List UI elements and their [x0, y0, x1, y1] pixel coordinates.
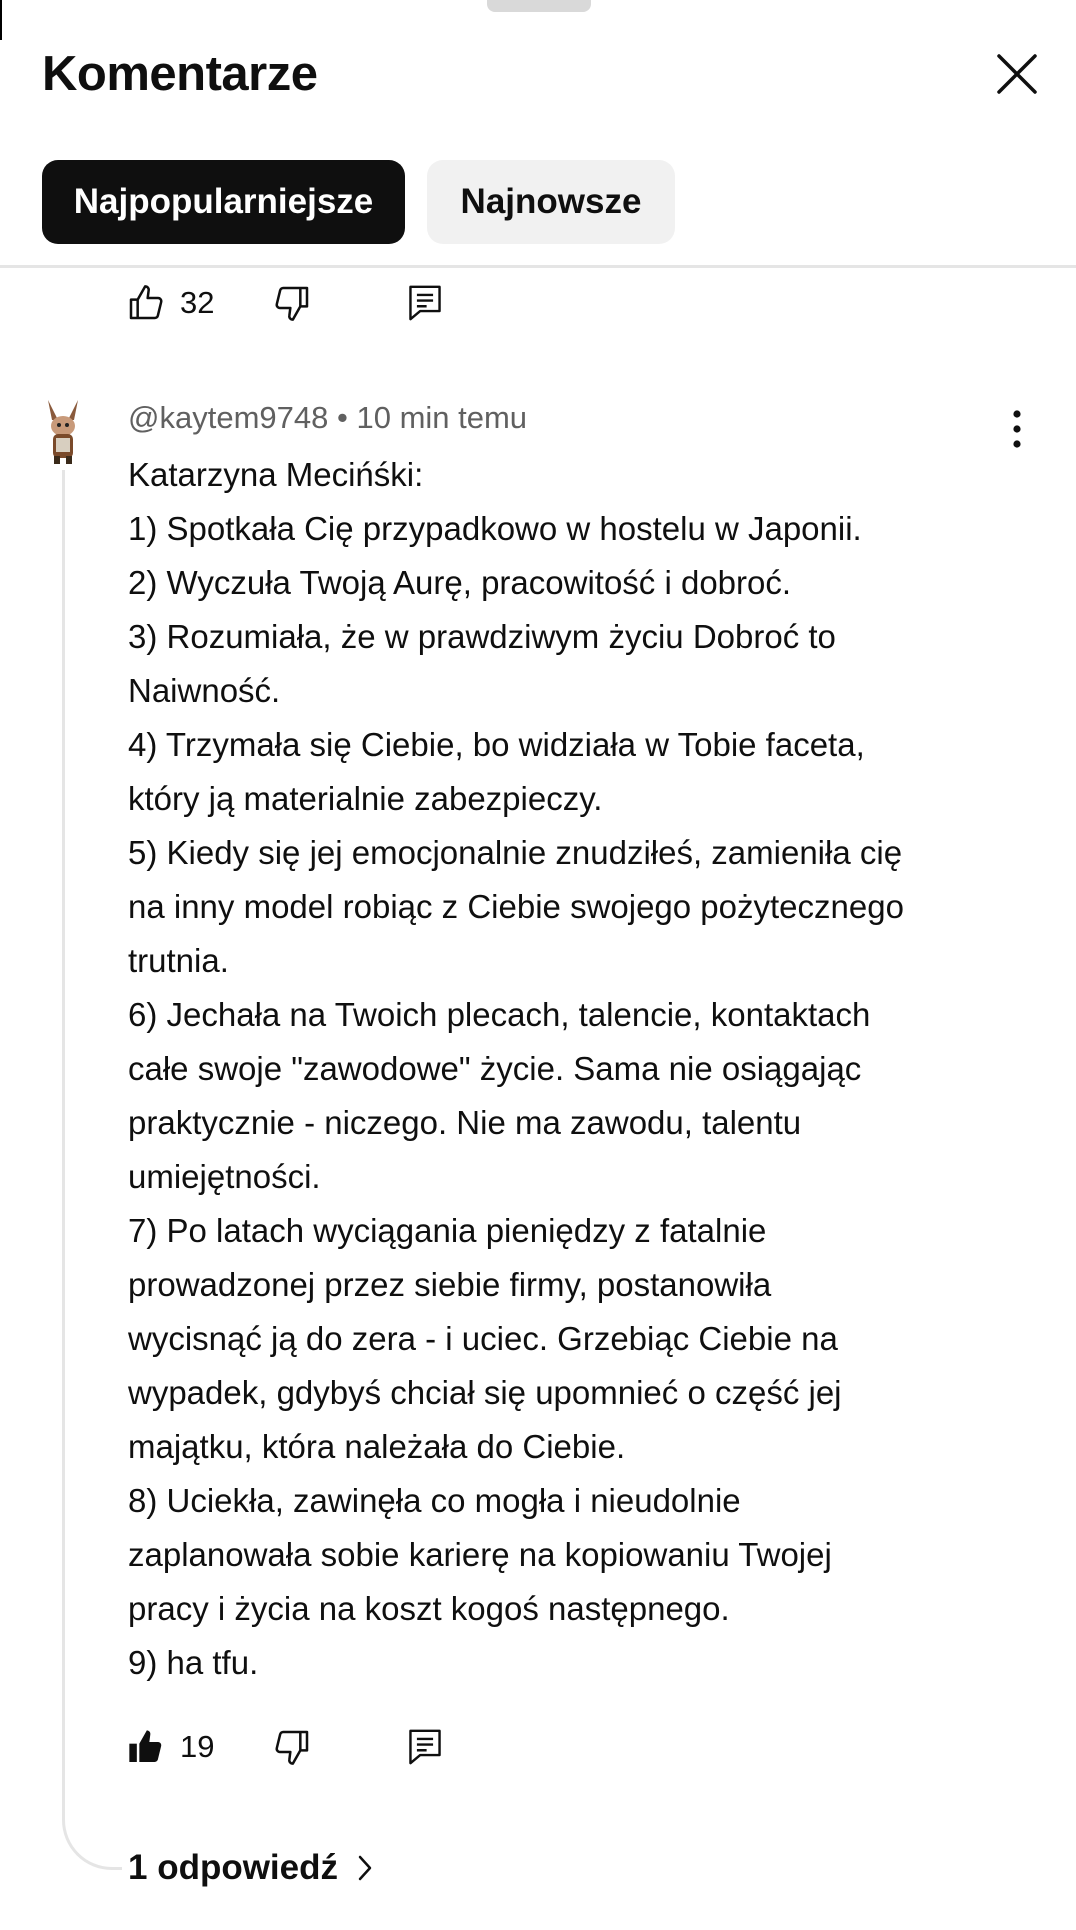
- chevron-right-icon: [350, 1851, 380, 1885]
- dislike-button[interactable]: [272, 278, 312, 328]
- comment-line: wycisnąć ją do zera - i uciec. Grzebiąc Ciebie na: [128, 1320, 838, 1357]
- comment-line: 1) Spotkała Cię przypadkowo w hostelu w Japonii.: [128, 510, 862, 547]
- comment-line: 9) ha tfu.: [128, 1644, 259, 1681]
- comment-line: 5) Kiedy się jej emocjonalnie znudziłeś, zamieniła cię: [128, 834, 903, 871]
- sheet-drag-handle[interactable]: [487, 0, 591, 12]
- view-replies-button[interactable]: [128, 1848, 380, 1888]
- comment-line: majątku, która należała do Ciebie.: [128, 1428, 626, 1465]
- dislike-button[interactable]: [272, 1722, 312, 1772]
- thread-line: [62, 470, 122, 1870]
- comment-line: trutnia.: [128, 942, 229, 979]
- comment-line: 6) Jechała na Twoich plecach, talencie, kontaktach: [128, 996, 871, 1033]
- comment-author[interactable]: @kaytem9748: [128, 400, 329, 435]
- comment-text: [128, 448, 1008, 1690]
- replies-label: 1 odpowiedź: [128, 1848, 338, 1887]
- reply-button[interactable]: [405, 1722, 445, 1772]
- thumbs-up-icon: [126, 283, 166, 323]
- comment-line: 3) Rozumiała, że w prawdziwym życiu Dobroć to: [128, 618, 836, 655]
- thumbs-down-icon: [272, 283, 312, 323]
- reply-button[interactable]: [405, 278, 445, 328]
- comment-line: zaplanowała sobie karierę na kopiowaniu Twojej: [128, 1536, 832, 1573]
- comment-line: Naiwność.: [128, 672, 281, 709]
- comment-line: 4) Trzymała się Ciebie, bo widziała w Tobie faceta,: [128, 726, 865, 763]
- comment-line: wypadek, gdybyś chciał się upomnieć o część jej: [128, 1374, 842, 1411]
- sort-chip-newest[interactable]: Najnowsze: [427, 160, 675, 244]
- left-edge-mark: [0, 0, 2, 40]
- thumbs-up-filled-icon: [126, 1727, 166, 1767]
- comment-line: pracy i życia na koszt kogoś następnego.: [128, 1590, 730, 1627]
- comment-line: praktycznie - niczego. Nie ma zawodu, talentu: [128, 1104, 802, 1141]
- avatar[interactable]: [38, 398, 88, 464]
- comment-line: na inny model robiąc z Ciebie swojego pożytecznego: [128, 888, 904, 925]
- comment-line: umiejętności.: [128, 1158, 321, 1195]
- comment-line: Katarzyna Mecińśki:: [128, 456, 424, 493]
- like-count: 19: [180, 1729, 215, 1764]
- comment-time: 10 min temu: [356, 400, 528, 435]
- comment-reply-icon: [405, 282, 445, 324]
- comment-line: całe swoje "zawodowe" życie. Sama nie osiągając: [128, 1050, 862, 1087]
- like-button[interactable]: [126, 1722, 214, 1772]
- comment-line: 8) Uciekła, zawinęła co mogła i nieudolnie: [128, 1482, 741, 1519]
- header-divider: [0, 265, 1076, 268]
- page-title: Komentarze: [42, 47, 318, 101]
- like-count: 32: [180, 285, 215, 320]
- like-button[interactable]: [126, 278, 214, 328]
- close-button[interactable]: [991, 48, 1043, 100]
- meta-separator: •: [336, 400, 348, 435]
- comment-meta: [128, 400, 527, 436]
- comment-line: prowadzonej przez siebie firmy, postanowiła: [128, 1266, 772, 1303]
- comment-line: który ją materialnie zabezpieczy.: [128, 780, 603, 817]
- comment-line: 2) Wyczuła Twoją Aurę, pracowitość i dobroć.: [128, 564, 792, 601]
- thumbs-down-icon: [272, 1727, 312, 1767]
- more-options-button[interactable]: [1000, 406, 1034, 452]
- sort-chip-top[interactable]: Najpopularniejsze: [42, 160, 405, 244]
- more-vert-icon: [1000, 406, 1034, 452]
- comment-reply-icon: [405, 1726, 445, 1768]
- close-icon: [995, 52, 1039, 96]
- avatar-icon: [38, 398, 88, 464]
- comment-line: 7) Po latach wyciągania pieniędzy z fatalnie: [128, 1212, 767, 1249]
